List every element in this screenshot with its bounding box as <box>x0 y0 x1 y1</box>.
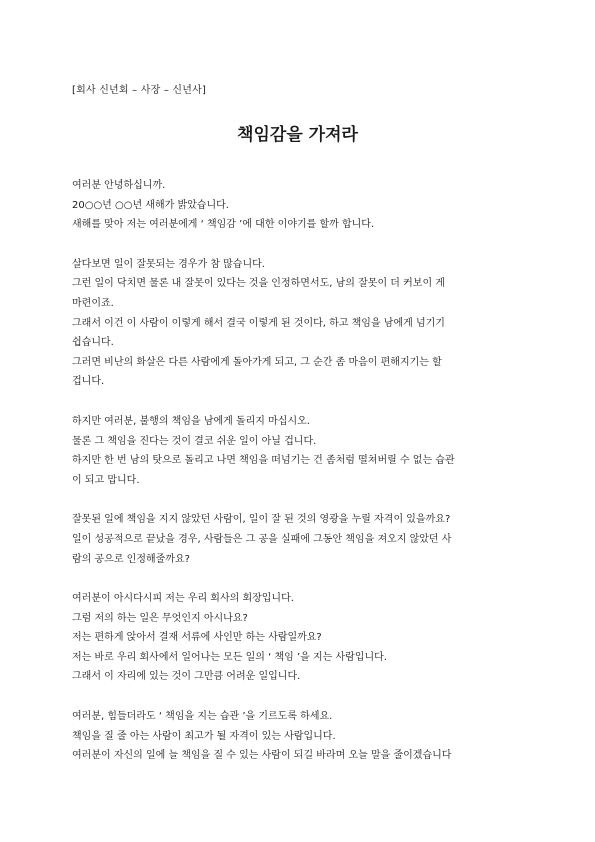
document-body <box>72 176 528 766</box>
text-line: 저는 편하게 앉아서 결재 서류에 사인만 하는 사람일까요? <box>72 632 322 644</box>
paragraph <box>72 510 528 569</box>
paragraph <box>72 176 528 235</box>
document-category: [회사 신년회 – 사장 – 신년사] <box>72 85 207 96</box>
text-line: 이 되고 맙니다. <box>72 474 140 486</box>
text-line: 여러분이 아시다시피 저는 우리 회사의 회장입니다. <box>72 593 294 605</box>
text-line: 책임을 질 줄 아는 사람이 최고가 될 자격이 있는 사람입니다. <box>72 730 336 742</box>
text-line: 살다보면 일이 잘못되는 경우가 참 많습니다. <box>72 258 265 270</box>
paragraph <box>72 589 528 687</box>
text-line: 그러면 비난의 화살은 다른 사람에게 돌아가게 되고, 그 순간 좀 마음이 편해지기는 할 <box>72 356 442 368</box>
paragraph <box>72 412 528 490</box>
text-line: 그런 일이 닥치면 물론 내 잘못이 있다는 것을 인정하면서도, 남의 잘못이 더 커보이 게 <box>72 278 445 290</box>
text-line: 물론 그 책임을 진다는 것이 결코 쉬운 일이 아닐 겁니다. <box>72 435 317 447</box>
text-line: 잘못된 일에 책임을 지지 않았던 사람이, 일이 잘 된 것의 영광을 누릴 자격이 있을까요? <box>72 514 451 526</box>
text-line: 여러분 안녕하십니까. <box>72 180 166 191</box>
text-line: 겁니다. <box>72 376 105 388</box>
paragraph <box>72 255 528 392</box>
text-line: 20○○년 ○○년 새해가 밝았습니다. <box>72 199 229 211</box>
text-line: 하지만 여러분, 불행의 책임을 남에게 돌리지 마십시오. <box>72 415 310 427</box>
document-title: 책임감을 가져라 <box>237 125 358 145</box>
text-line: 쉽습니다. <box>72 337 114 349</box>
text-line: 새해를 맞아 저는 여러분에게 ‘ 책임감 ’에 대한 이야기를 할까 합니다. <box>72 219 375 231</box>
text-line: 마련이죠. <box>72 297 114 309</box>
text-line: 저는 바로 우리 회사에서 일어나는 모든 일의 ‘ 책임 ’을 지는 사람입니다. <box>72 651 387 663</box>
text-line: 하지만 한 번 남의 탓으로 돌리고 나면 책임을 떠넘기는 건 좀처럼 떨쳐버릴 수 없는 습관 <box>72 455 455 467</box>
text-line: 람의 공으로 인정해줄까요? <box>72 553 190 565</box>
paragraph <box>72 707 528 766</box>
text-line: 그래서 이건 이 사람이 이렇게 해서 결국 이렇게 된 것이다, 하고 책임을 남에게 넘기기 <box>72 317 445 329</box>
text-line: 그럼 저의 하는 일은 무엇인지 아시나요? <box>72 612 248 624</box>
text-line: 그래서 이 자리에 있는 것이 그만큼 어려운 일입니다. <box>72 671 301 683</box>
text-line: 여러분이 자신의 일에 늘 책임을 질 수 있는 사람이 되길 바라며 오늘 말을 줄이겠습니다 <box>72 750 452 762</box>
text-line: 여러분, 힘들더라도 ‘ 책임을 지는 습관 ’을 기르도록 하세요. <box>72 711 333 723</box>
text-line: 일이 성공적으로 끝났을 경우, 사람들은 그 공을 실패에 그동안 책임을 져오지 않았던 사 <box>72 533 452 545</box>
